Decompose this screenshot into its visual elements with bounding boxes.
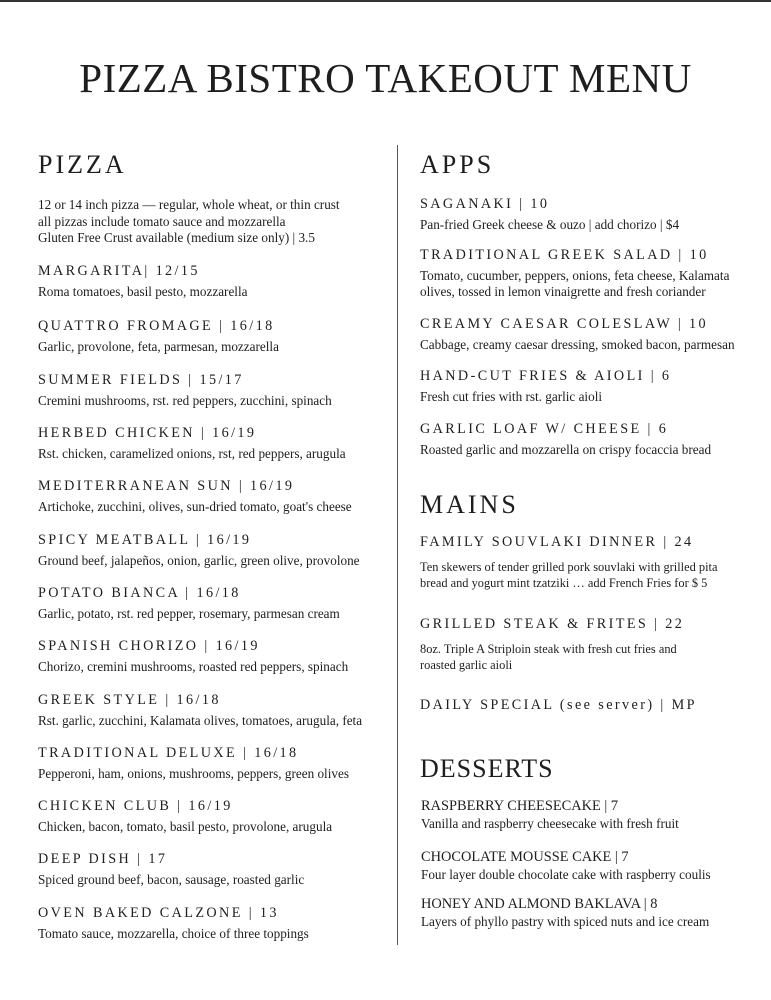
menu-item xyxy=(38,745,349,782)
item-description: Tomato sauce, mozzarella, choice of three toppings xyxy=(38,926,309,941)
item-description xyxy=(420,389,671,405)
item-description: Layers of phyllo pastry with spiced nuts and ice cream xyxy=(421,914,710,929)
menu-item xyxy=(38,585,340,622)
pizza-intro xyxy=(38,197,340,247)
item-name: CHOCOLATE MOUSSE CAKE | 7 xyxy=(421,849,629,865)
menu-item xyxy=(420,196,679,233)
item-name: HAND-CUT FRIES & AIOLI | 6 xyxy=(420,368,672,384)
page-title: PIZZA BISTRO TAKEOUT MENU xyxy=(79,55,692,101)
item-description xyxy=(420,559,717,591)
menu-item xyxy=(421,849,711,883)
description-line: 8oz. Triple A Striploin steak with fresh cut fries and xyxy=(420,642,677,656)
item-description xyxy=(420,217,679,233)
item-name: SUMMER FIELDS | 15/17 xyxy=(38,372,244,388)
menu-item xyxy=(420,316,735,353)
item-name: GREEK STYLE | 16/18 xyxy=(38,692,221,708)
item-description: Cremini mushrooms, rst. red peppers, zucchini, spinach xyxy=(38,393,332,408)
mains-heading: MAINS xyxy=(420,490,519,519)
item-description: Chorizo, cremini mushrooms, roasted red peppers, spinach xyxy=(38,659,349,674)
menu-item xyxy=(38,798,332,835)
item-description: Garlic, potato, rst. red pepper, rosemary, parmesan cream xyxy=(38,606,340,621)
item-name: CHICKEN CLUB | 16/19 xyxy=(38,798,233,814)
item-description: Garlic, provolone, feta, parmesan, mozzarella xyxy=(38,339,279,354)
item-name: POTATO BIANCA | 16/18 xyxy=(38,585,241,601)
desserts-heading: DESSERTS xyxy=(420,754,554,783)
description-line: bread and yogurt mint tzatziki … add French Fries for $ 5 xyxy=(420,576,708,590)
menu-item xyxy=(421,798,679,832)
item-name: DAILY SPECIAL (see server) | MP xyxy=(420,697,697,713)
item-description xyxy=(420,337,735,353)
item-description: Chicken, bacon, tomato, basil pesto, provolone, arugula xyxy=(38,819,333,834)
intro-line: Gluten Free Crust available (medium size only) | 3.5 xyxy=(38,230,315,245)
item-name: MARGARITA| 12/15 xyxy=(38,263,200,279)
menu-item xyxy=(38,532,360,569)
item-name: HERBED CHICKEN | 16/19 xyxy=(38,425,257,441)
item-description: Four layer double chocolate cake with raspberry coulis xyxy=(421,867,711,882)
menu-item xyxy=(38,318,279,355)
description-line: Tomato, cucumber, peppers, onions, feta cheese, Kalamata xyxy=(420,268,730,283)
item-description xyxy=(420,268,729,300)
item-name: TRADITIONAL DELUXE | 16/18 xyxy=(38,745,299,761)
item-name: OVEN BAKED CALZONE | 13 xyxy=(38,905,279,921)
description-line: roasted garlic aioli xyxy=(420,658,513,672)
description-line: Fresh cut fries with rst. garlic aioli xyxy=(420,389,603,404)
item-name: FAMILY SOUVLAKI DINNER | 24 xyxy=(420,534,694,550)
description-line: olives, tossed in lemon vinaigrette and fresh coriander xyxy=(420,284,706,299)
description-line: Cabbage, creamy caesar dressing, smoked bacon, parmesan xyxy=(420,337,735,352)
menu-item xyxy=(38,692,362,729)
menu-item xyxy=(420,697,697,714)
item-name: SPICY MEATBALL | 16/19 xyxy=(38,532,252,548)
item-name: GARLIC LOAF W/ CHEESE | 6 xyxy=(420,421,669,437)
item-description: Ground beef, jalapeños, onion, garlic, green olive, provolone xyxy=(38,553,360,568)
item-name: MEDITERRANEAN SUN | 16/19 xyxy=(38,478,295,494)
item-description: Rst. chicken, caramelized onions, rst, red peppers, arugula xyxy=(38,446,346,461)
item-name: SAGANAKI | 10 xyxy=(420,196,550,212)
description-line: Pan-fried Greek cheese & ouzo | add chorizo | $4 xyxy=(420,217,680,232)
top-border xyxy=(0,0,771,2)
menu-item xyxy=(420,616,684,673)
item-description: Rst. garlic, zucchini, Kalamata olives, tomatoes, arugula, feta xyxy=(38,713,363,728)
menu-item xyxy=(38,478,352,515)
item-name: SPANISH CHORIZO | 16/19 xyxy=(38,638,260,654)
menu-item xyxy=(38,851,304,888)
intro-line: all pizzas include tomato sauce and mozzarella xyxy=(38,213,286,229)
item-name: QUATTRO FROMAGE | 16/18 xyxy=(38,318,275,334)
menu-item xyxy=(38,905,309,942)
menu-item xyxy=(420,534,717,591)
item-name: DEEP DISH | 17 xyxy=(38,851,168,867)
item-name: GRILLED STEAK & FRITES | 22 xyxy=(420,616,685,632)
item-description: Roma tomatoes, basil pesto, mozzarella xyxy=(38,284,248,299)
menu-item xyxy=(420,421,711,458)
column-divider xyxy=(397,145,398,945)
description-line: Ten skewers of tender grilled pork souvlaki with grilled pita xyxy=(420,560,718,574)
item-description: Spiced ground beef, bacon, sausage, roasted garlic xyxy=(38,872,305,887)
apps-heading: APPS xyxy=(420,150,495,179)
item-name: HONEY AND ALMOND BAKLAVA | 8 xyxy=(421,896,658,912)
menu-item xyxy=(421,896,709,930)
menu-item xyxy=(38,263,247,300)
menu-item xyxy=(38,372,332,409)
description-line: Roasted garlic and mozzarella on crispy focaccia bread xyxy=(420,442,712,457)
item-description: Pepperoni, ham, onions, mushrooms, peppers, green olives xyxy=(38,766,349,781)
item-description: Vanilla and raspberry cheesecake with fresh fruit xyxy=(421,816,679,831)
menu-item xyxy=(38,425,346,462)
menu-item xyxy=(420,247,729,300)
intro-line: 12 or 14 inch pizza — regular, whole wheat, or thin crust xyxy=(38,197,340,212)
item-name: CREAMY CAESAR COLESLAW | 10 xyxy=(420,316,709,332)
item-description xyxy=(420,442,711,458)
item-name: TRADITIONAL GREEK SALAD | 10 xyxy=(420,247,709,263)
menu-item xyxy=(420,368,671,405)
item-description: Artichoke, zucchini, olives, sun-dried tomato, goat's cheese xyxy=(38,499,352,514)
item-name: RASPBERRY CHEESECAKE | 7 xyxy=(421,798,619,814)
item-description xyxy=(420,641,684,673)
pizza-heading: PIZZA xyxy=(38,150,127,179)
menu-item xyxy=(38,638,348,675)
